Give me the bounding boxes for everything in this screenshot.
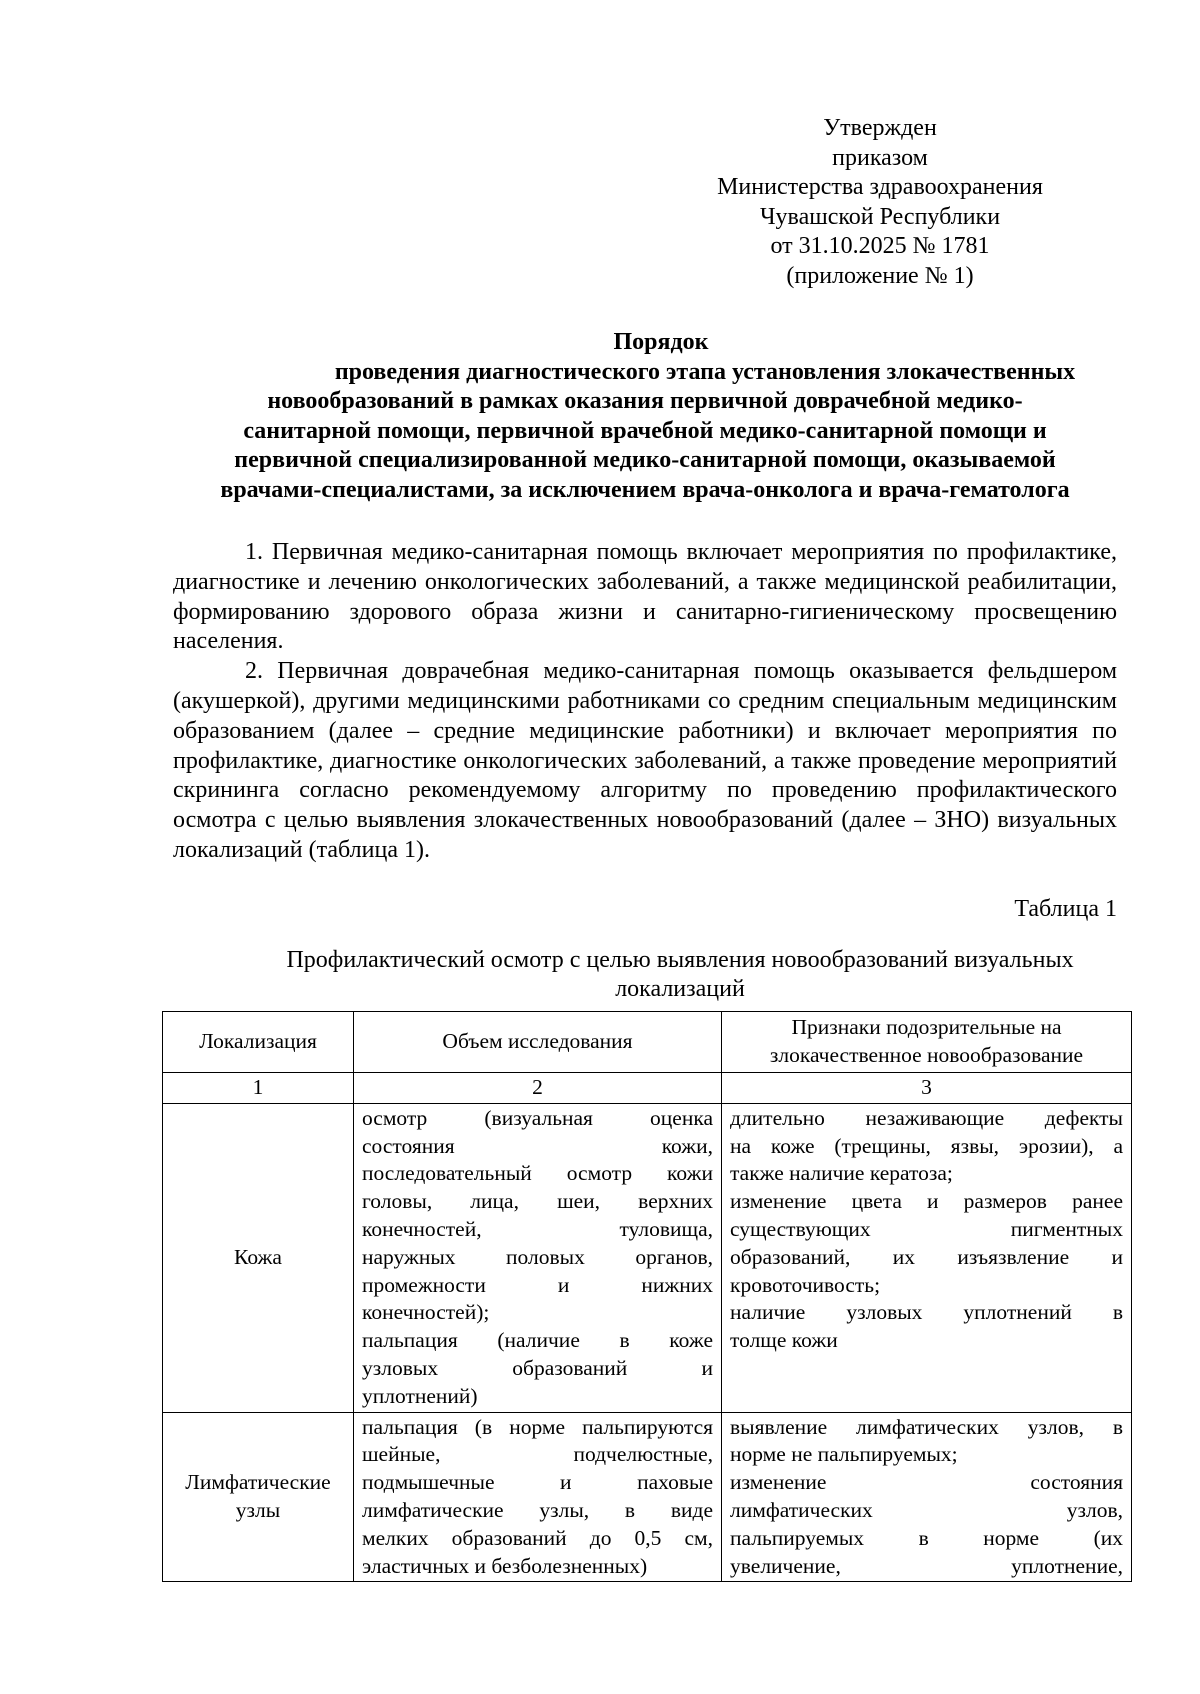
paragraph-1: 1. Первичная медико-санитарная помощь включает мероприятия по профилактике, диагностике и лечению онкологических заболеваний, а также медицинской реабилитации, формированию здорового образа жизни и санитарно-гигиеническому просвещению населения. [173, 539, 1117, 655]
cell-line: последовательный осмотр кожи [362, 1161, 713, 1186]
title-line: новообразований в рамках оказания первичной доврачебной медико- [267, 388, 1023, 415]
screening-table [162, 1011, 1132, 1582]
title-line: первичной специализированной медико-санитарной помощи, оказываемой [234, 447, 1056, 474]
localization-cell: Кожа [163, 1103, 354, 1412]
cell-line: выявление лимфатических узлов, в [730, 1414, 1123, 1439]
table-row [163, 1103, 1132, 1412]
title-heading: Порядок [613, 329, 709, 355]
signs-cell [722, 1103, 1132, 1412]
cell-line: на коже (трещины, язвы, эрозии), а [730, 1133, 1123, 1158]
approval-line: от 31.10.2025 № 1781 [770, 233, 990, 260]
cell-line: изменение цвета и размеров ранее [730, 1189, 1123, 1214]
cell-line: узловых образований и [362, 1355, 713, 1380]
cell-line: конечностей); [362, 1300, 490, 1325]
cell-line: пальпация (в норме пальпируются [362, 1414, 713, 1439]
cell-line: пальпация (наличие в коже [362, 1328, 713, 1353]
table-header-cell: Объем исследования [354, 1012, 722, 1073]
cell-line: увеличение, уплотнение, [730, 1553, 1123, 1578]
cell-line: лимфатические узлы, в виде [362, 1497, 713, 1522]
localization-cell: Лимфатические узлы [163, 1412, 354, 1582]
approval-line: Министерства здравоохранения [717, 174, 1043, 201]
body-text [173, 538, 1117, 866]
title-line: проведения диагностического этапа установления злокачественных [334, 358, 1076, 385]
scope-cell [354, 1103, 722, 1412]
cell-line: длительно незаживающие дефекты [730, 1105, 1123, 1130]
table-row [163, 1412, 1132, 1582]
cell-line: норме не пальпируемых; [730, 1442, 958, 1467]
cell-line: конечностей, туловища, [362, 1216, 713, 1241]
scope-cell [354, 1412, 722, 1582]
cell-line: также наличие кератоза; [730, 1161, 953, 1186]
table-header-cell: Локализация [163, 1012, 354, 1073]
cell-line: существующих пигментных [730, 1216, 1123, 1241]
cell-line: кровоточивость; [730, 1272, 881, 1297]
table-header-cell: Признаки подозрительные на злокачественное новообразование [722, 1012, 1132, 1073]
table-number-cell: 3 [722, 1073, 1132, 1104]
approval-line: Чувашской Республики [759, 203, 1001, 230]
table-header-row [163, 1012, 1132, 1073]
document-title [160, 328, 1130, 506]
cell-line: промежности и нижних [362, 1272, 713, 1297]
table-number-cell: 1 [163, 1073, 354, 1104]
cell-line: образований, их изъязвление и [730, 1244, 1123, 1269]
approval-line: приказом [832, 144, 928, 171]
cell-line: подмышечные и паховые [362, 1470, 713, 1495]
approval-line: (приложение № 1) [786, 262, 974, 289]
cell-line: шейные, подчелюстные, [362, 1442, 713, 1467]
table-number-row [163, 1073, 1132, 1104]
cell-line: осмотр (визуальная оценка [362, 1105, 713, 1130]
cell-line: состояния кожи, [362, 1133, 713, 1158]
cell-line: толще кожи [730, 1328, 838, 1353]
signs-cell [722, 1412, 1132, 1582]
cell-line: наличие узловых уплотнений в [730, 1300, 1123, 1325]
table-caption [230, 946, 1130, 1004]
cell-line: головы, лица, шеи, верхних [362, 1189, 713, 1214]
title-line: врачами-специалистами, за исключением врача-онколога и врача-гематолога [220, 476, 1070, 503]
table-label: Таблица 1 [1014, 896, 1117, 922]
table-caption-line: Профилактический осмотр с целью выявления новообразований визуальных [286, 947, 1074, 973]
cell-line: уплотнений) [362, 1383, 478, 1408]
cell-line: мелких образований до 0,5 см, [362, 1525, 713, 1550]
paragraph-2: 2. Первичная доврачебная медико-санитарная помощь оказывается фельдшером (акушеркой), другими медицинскими работниками со средним специальным медицинским образованием (далее – средние медицинские работники) и включает мероприятия по профилактике, диагностике онкологических заболеваний, а также проведение мероприятий скрининга согласно рекомендуемому алгоритму по проведению профилактического осмотра с целью выявления злокачественных новообразований (далее – ЗНО) визуальных локализаций (таблица 1). [173, 658, 1117, 863]
approval-stamp [660, 114, 1100, 292]
table-caption-line: локализаций [615, 976, 745, 1002]
cell-line: изменение состояния [730, 1470, 1123, 1495]
title-line: санитарной помощи, первичной врачебной медико-санитарной помощи и [243, 417, 1047, 444]
cell-line: лимфатических узлов, [730, 1497, 1123, 1522]
cell-line: пальпируемых в норме (их [730, 1525, 1123, 1550]
cell-line: эластичных и безболезненных) [362, 1553, 648, 1578]
table-number-cell: 2 [354, 1073, 722, 1104]
cell-line: наружных половых органов, [362, 1244, 713, 1269]
approval-line: Утвержден [823, 115, 937, 141]
